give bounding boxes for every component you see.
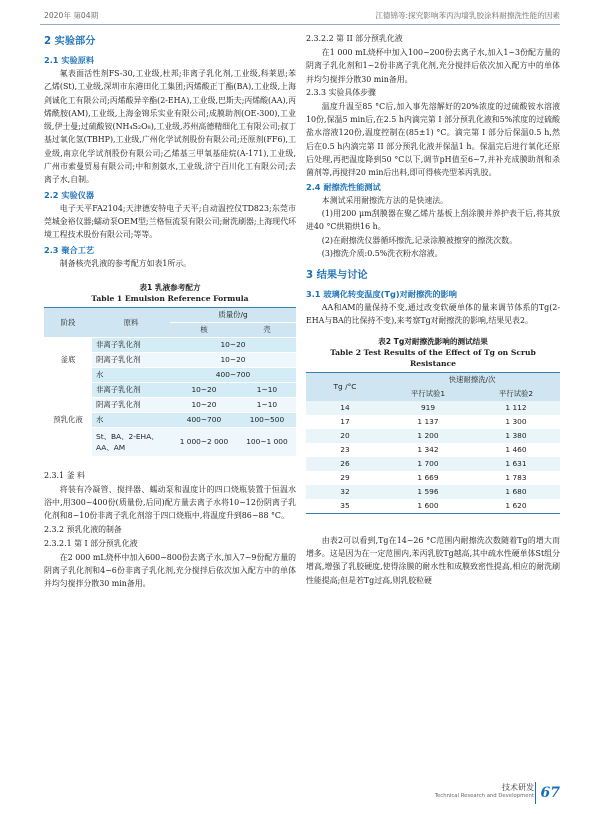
table-row-core: 400~700: [170, 367, 296, 382]
table-row-core: 10~20: [170, 337, 296, 352]
cell-tg: 26: [306, 457, 384, 471]
section-2-3-3-heading: 2.3.3 实验具体步骤: [306, 87, 376, 97]
table-row-material: 水: [92, 367, 170, 382]
table-row-core: 10~20: [170, 397, 238, 412]
cell-tg: 23: [306, 443, 384, 457]
cell-trial-2: 1 783: [472, 471, 560, 485]
section-2-3-2-heading: 2.3.2 预乳化液的制备: [44, 524, 122, 534]
table-row-material: 阴离子乳化剂: [92, 397, 170, 412]
footer-brand-zh: 技术研发: [502, 783, 534, 792]
table-1-caption-zh: 表1 乳液参考配方: [139, 282, 201, 292]
cell-trial-1: 1 342: [384, 443, 472, 457]
table-row: [306, 443, 560, 457]
table-2-caption-zh: 表2 Tg对耐擦洗影响的测试结果: [378, 336, 488, 346]
table-1-header-core: 核: [170, 322, 238, 337]
table-1-group-kettle: 釜底: [44, 337, 92, 382]
table-row-material: 水: [92, 412, 170, 427]
cell-trial-2: 1 460: [472, 443, 560, 457]
table-row: [306, 485, 560, 499]
tg-discussion-paragraph: 由表2可以看到,Tg在14~26 °C范围内耐擦洗次数随着Tg的增大而增多。这是因为在一定范围内,苯丙乳胶Tg越高,其中疏水性硬单体St组分增高,增强了乳胶硬度,使得涂膜的耐水性和成膜致密性提高,相应的耐洗刷性能提高;但是若Tg过高,则乳胶粒硬: [306, 535, 560, 585]
section-3-1-heading: 3.1 玻璃化转变温度(Tg)对耐擦洗的影响: [306, 289, 457, 300]
scrub-test-intro: 本测试采用耐擦洗方法的是快速法。: [321, 195, 449, 205]
section-2-1-heading: 2.1 实验原料: [44, 55, 95, 65]
section-2-3-1-heading: 2.3.1 釜 料: [44, 470, 85, 480]
table-row-material: 阴离子乳化剂: [92, 352, 170, 367]
table-1-caption-en: Table 1 Emulsion Reference Formula: [91, 293, 249, 303]
table-2-caption: [306, 336, 560, 369]
table-row: [306, 401, 560, 415]
cell-trial-2: 1 680: [472, 485, 560, 499]
cell-trial-2: 1 380: [472, 429, 560, 443]
cell-trial-1: 1 669: [384, 471, 472, 485]
cell-trial-2: 1 620: [472, 499, 560, 514]
process-paragraph: 制备核壳乳液的参考配方如表1所示。: [59, 258, 192, 268]
scrub-test-step-1: (1)用200 μm刮膜器在聚乙烯片基板上刮涂膜并养护表干后,将其放进40 °C烘箱烘16 h。: [306, 208, 560, 232]
table-row-core: 10~20: [170, 352, 296, 367]
cell-trial-1: 919: [384, 401, 472, 415]
table-1-caption: [44, 282, 296, 304]
pre-emulsion-2-paragraph: 在1 000 mL烧杯中加入100~200份去离子水,加入1~3份配方量的阴离子乳化剂和1~2份非离子乳化剂,充分搅拌后依次加入配方中的单体并均匀搅拌分散30 min备用。: [306, 48, 560, 84]
cell-tg: 32: [306, 485, 384, 499]
table-1-group-pre-emulsion: 预乳化液: [44, 382, 92, 456]
table-row: [306, 471, 560, 485]
table-1-header-material: 原料: [92, 307, 170, 337]
table-2-caption-en: Table 2 Test Results of the Effect of Tg on Scrub Resistance: [330, 347, 536, 368]
cell-tg: 14: [306, 401, 384, 415]
table-row-shell: 100~500: [238, 412, 296, 427]
table-row-shell: 1~10: [238, 397, 296, 412]
instruments-paragraph: 电子天平FA2104;天津德安特电子天平;自动温控仪TD823;东莞市莞城金裕仪器;蠕动泵OEM型;兰格恒流泵有限公司;耐洗刷器;上海现代环境工程技术股份有限公司;等等。: [44, 203, 296, 240]
scrub-test-step-2: (2)在耐擦洗仪器循环擦洗,记录涂膜被擦穿的擦洗次数。: [321, 235, 517, 245]
table-1-header-shell: 壳: [238, 322, 296, 337]
cell-trial-1: 1 700: [384, 457, 472, 471]
table-row-shell: 1~10: [238, 382, 296, 397]
section-2-3-2-1-heading: 2.3.2.1 第 I 部分预乳化液: [44, 538, 138, 548]
table-row: [306, 457, 560, 471]
scrub-test-step-3: (3)擦洗介质:0.5%洗衣粉水溶液。: [321, 248, 443, 258]
table-row-core: 1 000~2 000: [170, 427, 238, 456]
table-row-shell: 100~1 000: [238, 427, 296, 456]
header-rule: [40, 24, 560, 25]
table-1-header-stage: 阶段: [44, 307, 92, 337]
page-number: 67: [535, 782, 560, 804]
table-2-header-times: 快速耐擦洗/次: [384, 372, 560, 387]
table-row: [306, 499, 560, 514]
table-2-header-tg: Tg /°C: [306, 372, 384, 401]
materials-paragraph: 氟表面活性剂FS-30,工业级,杜邦;非离子乳化剂,工业级,科莱恩;苯乙烯(St),工业级,深圳市东港田化工集团;丙烯酸正丁酯(BA),工业级,上海剑诚化工有限公司;丙烯酸异辛酯(2-EHA),工业级,巴斯夫;丙烯酸(AA),丙烯酰胺(AM),工业级,上海金锦乐实业有限公司;成膜助剂(OE-300),工业级,伊士曼;过硫酸铵(NH₄S₂O₈),工业级,苏州高德精细化工有限公司;叔丁基过氧化氢(TBHP),工业级,广州化学试剂股份有限公司;还原剂(FF6),工业级,南京化学试剂股份有限公司;乙烯基三甲氧基硅烷(A-171),工业级,广州市索曼贸易有限公司;中和剂氨水,工业级,济宁百川化工有限公司;去离子水,自制。: [44, 69, 296, 185]
cell-tg: 17: [306, 415, 384, 429]
cell-trial-2: 1 631: [472, 457, 560, 471]
cell-trial-1: 1 596: [384, 485, 472, 499]
right-column: [306, 32, 560, 587]
cell-trial-2: 1 300: [472, 415, 560, 429]
pre-emulsion-1-paragraph: 在2 000 mL烧杯中加入600~800份去离子水,加入7~9份配方量的阴离子乳化剂和4~6份非离子乳化剂,充分搅拌后依次加入配方中的单体并均匀搅拌分散30 min备用。: [44, 552, 296, 589]
table-row-material: St、BA、2-EHA、AA、AM: [92, 427, 170, 456]
section-2-3-2-2-heading: 2.3.2.2 第 II 部分预乳化液: [306, 34, 403, 43]
procedure-paragraph: 温度升温至85 °C后,加入事先溶解好的20%浓度的过硫酸铵水溶液10份,保温5 min后,在2.5 h内滴完第 I 部分预乳化液和5%浓度的过硫酸盐水溶液120份,温度控制在(85±1) °C。滴完第 I 部分后保温0.5 h,然后在0.5 h内滴完第 II 部分预乳化液并保温1 h。保温完后进行氧化还原后处理,再把温度降到50 °C以下,调节pH值至6~7,并补充成膜助剂和杀菌剂等,再搅拌20 min后出料,即可得核壳型苯丙乳胶。: [306, 101, 560, 178]
cell-trial-2: 1 112: [472, 401, 560, 415]
cell-trial-1: 1 200: [384, 429, 472, 443]
journal-issue: 2020年 第04期: [44, 11, 99, 20]
table-2-header-trial-2: 平行试验2: [472, 387, 560, 401]
table-row-material: 非离子乳化剂: [92, 337, 170, 352]
section-2-3-heading: 2.3 聚合工艺: [44, 244, 95, 255]
table-row-core: 10~20: [170, 382, 238, 397]
kettle-paragraph: 将装有冷凝管、搅拌器、蠕动泵和温度计的四口烧瓶装置于恒温水浴中,用300~400份(质量份,后同)配方量去离子水将10~12份阴离子乳化剂和8~10份非离子乳化剂溶于四口烧瓶中,将温度升到86~88 °C。: [44, 484, 296, 521]
section-3-heading: 3 结果与讨论: [306, 270, 368, 282]
cell-tg: 20: [306, 429, 384, 443]
table-1-header-mass: 质量份/g: [170, 307, 296, 322]
section-2-heading: 2 实验部分: [44, 36, 96, 47]
table-row-material: 非离子乳化剂: [92, 382, 170, 397]
footer-brand: [435, 782, 534, 799]
cell-trial-1: 1 600: [384, 499, 472, 514]
table-row: [306, 415, 560, 429]
tg-intro-paragraph: AA和AM的量保持不变,通过改变软硬单体的量来调节体系的Tg(2-EHA与BA的比保持不变),来考察Tg对耐擦洗的影响,结果见表2。: [306, 303, 560, 326]
footer-brand-en: Technical Research and Development: [434, 793, 534, 799]
cell-trial-1: 1 137: [384, 415, 472, 429]
running-header: [44, 6, 560, 22]
section-2-2-heading: 2.2 实验仪器: [44, 189, 95, 200]
article-running-title: 江德锦等:探究影响苯丙沟墙乳胶涂料耐擦洗性能的因素: [375, 11, 560, 20]
table-row: [306, 429, 560, 443]
table-2: [306, 372, 560, 514]
left-column: [44, 32, 296, 591]
section-2-4-heading: 2.4 耐擦洗性能测试: [306, 181, 381, 192]
table-row-core: 400~700: [170, 412, 238, 427]
cell-tg: 29: [306, 471, 384, 485]
cell-tg: 35: [306, 499, 384, 514]
table-2-header-trial-1: 平行试验1: [384, 387, 472, 401]
table-1: [44, 307, 296, 457]
